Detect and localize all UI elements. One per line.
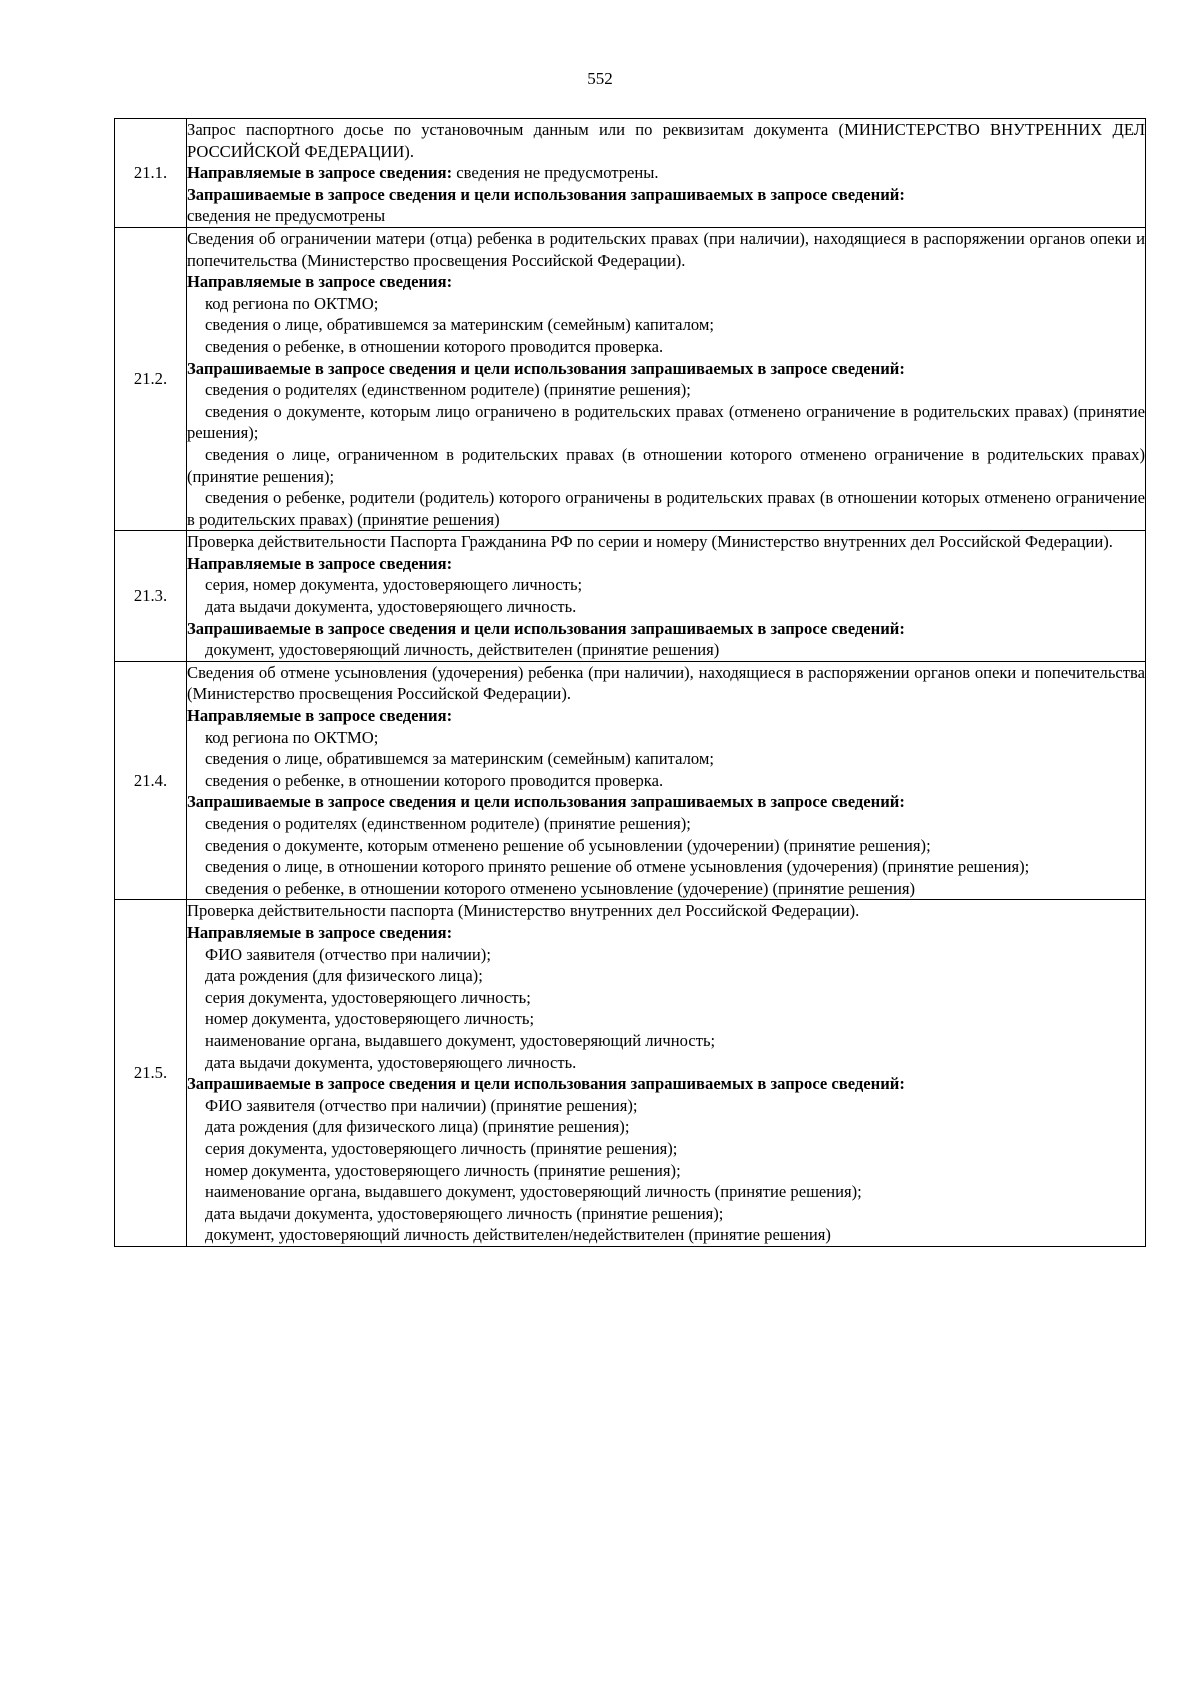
request-title: Проверка действительности Паспорта Гражданина РФ по серии и номеру (Министерство внутренних дел Российской Федерации). [187, 532, 1113, 552]
table-row [115, 227, 1146, 530]
requested-item: дата рождения (для физического лица) (принятие решения); [205, 1117, 630, 1137]
requested-item: сведения о ребенке, в отношении которого отменено усыновление (удочерение) (принятие решения) [205, 878, 915, 898]
row-content [187, 531, 1146, 662]
requested-item: наименование органа, выдавшего документ, удостоверяющий личность (принятие решения); [205, 1182, 862, 1202]
sent-item: дата выдачи документа, удостоверяющего личность. [205, 1052, 577, 1072]
request-title: Запрос паспортного досье по установочным данным или по реквизитам документа (МИНИСТЕРСТВО ВНУТРЕННИХ ДЕЛ РОССИЙСКОЙ ФЕДЕРАЦИИ). [187, 120, 1145, 161]
requested-label: Запрашиваемые в запросе сведения и цели использования запрашиваемых в запросе сведений: [187, 792, 905, 812]
requested-item: документ, удостоверяющий личность, действителен (принятие решения) [205, 640, 720, 660]
sent-item: сведения о лице, обратившемся за материнским (семейным) капиталом; [205, 749, 714, 769]
sent-item: код региона по ОКТМО; [205, 293, 379, 313]
request-title: Сведения об отмене усыновления (удочерения) ребенка (при наличии), находящиеся в распоряжении органов опеки и попечительства (Министерство просвещения Российской Федерации). [187, 662, 1145, 704]
sent-label: Направляемые в запросе сведения: [187, 553, 453, 573]
sent-label: Направляемые в запросе сведения: [187, 706, 453, 726]
table-row [115, 900, 1146, 1247]
requested-item: ФИО заявителя (отчество при наличии) (принятие решения); [205, 1095, 638, 1115]
requested-item: сведения о лице, в отношении которого принято решение об отмене усыновления (удочерения) (принятие решения); [205, 857, 1030, 877]
row-content [187, 227, 1146, 530]
sent-item: код региона по ОКТМО; [205, 727, 379, 747]
row-content [187, 900, 1146, 1247]
request-title: Сведения об ограничении матери (отца) ребенка в родительских правах (при наличии), находящиеся в распоряжении органов опеки и попечительства (Министерство просвещения Российской Федерации). [187, 228, 1145, 270]
table-row [115, 661, 1146, 900]
requested-item: сведения о лице, ограниченном в родительских правах (в отношении которого отменено ограничение в родительских правах) (принятие решения); [187, 444, 1145, 486]
requested-label: Запрашиваемые в запросе сведения и цели использования запрашиваемых в запросе сведений: [187, 1074, 905, 1094]
row-number: 21.4. [115, 661, 187, 900]
table-row [115, 531, 1146, 662]
table-row [115, 119, 1146, 228]
sent-item: сведения о ребенке, в отношении которого проводится проверка. [205, 770, 664, 790]
requested-item: дата выдачи документа, удостоверяющего личность (принятие решения); [205, 1203, 724, 1223]
sent-item: сведения о ребенке, в отношении которого проводится проверка. [205, 336, 664, 356]
row-number: 21.5. [115, 900, 187, 1247]
row-content [187, 119, 1146, 228]
sent-item: сведения о лице, обратившемся за материнским (семейным) капиталом; [205, 315, 714, 335]
sent-line [187, 162, 1145, 184]
requested-item: документ, удостоверяющий личность действителен/недействителен (принятие решения) [205, 1225, 831, 1245]
requested-item: сведения о родителях (единственном родителе) (принятие решения); [205, 380, 691, 400]
requested-value: сведения не предусмотрены [187, 206, 386, 226]
request-title: Проверка действительности паспорта (Министерство внутренних дел Российской Федерации). [187, 901, 860, 921]
row-content [187, 661, 1146, 900]
requested-label: Запрашиваемые в запросе сведения и цели использования запрашиваемых в запросе сведений: [187, 618, 905, 638]
page-number: 552 [587, 69, 613, 88]
service-requests-table [114, 118, 1146, 1247]
row-number: 21.2. [115, 227, 187, 530]
sent-label: Направляемые в запросе сведения: [187, 163, 453, 183]
row-number: 21.3. [115, 531, 187, 662]
sent-item: номер документа, удостоверяющего личность; [205, 1009, 535, 1029]
sent-item: дата рождения (для физического лица); [205, 966, 483, 986]
sent-label: Направляемые в запросе сведения: [187, 922, 453, 942]
requested-item: номер документа, удостоверяющего личность (принятие решения); [205, 1160, 681, 1180]
sent-item: наименование органа, выдавшего документ, удостоверяющий личность; [205, 1030, 716, 1050]
requested-item: сведения о документе, которым лицо ограничено в родительских правах (отменено ограничение в родительских правах) (принятие решения); [187, 401, 1145, 443]
sent-inline-value: сведения не предусмотрены. [452, 163, 659, 183]
sent-item: дата выдачи документа, удостоверяющего личность. [205, 597, 577, 617]
requested-item: сведения о родителях (единственном родителе) (принятие решения); [205, 814, 691, 833]
requested-item: сведения о ребенке, родители (родитель) которого ограничены в родительских правах (в отношении которых отменено ограничение в родительских правах) (принятие решения) [187, 488, 1145, 529]
sent-item: серия документа, удостоверяющего личность; [205, 987, 531, 1007]
requested-label: Запрашиваемые в запросе сведения и цели использования запрашиваемых в запросе сведений: [187, 358, 905, 378]
sent-item: серия, номер документа, удостоверяющего личность; [205, 575, 583, 595]
row-number: 21.1. [115, 119, 187, 228]
requested-label: Запрашиваемые в запросе сведения и цели использования запрашиваемых в запросе сведений: [187, 184, 905, 204]
requested-item: серия документа, удостоверяющего личность (принятие решения); [205, 1138, 678, 1158]
sent-item: ФИО заявителя (отчество при наличии); [205, 944, 491, 964]
sent-label: Направляемые в запросе сведения: [187, 272, 453, 292]
requested-item: сведения о документе, которым отменено решение об усыновлении (удочерении) (принятие решения); [205, 835, 931, 855]
